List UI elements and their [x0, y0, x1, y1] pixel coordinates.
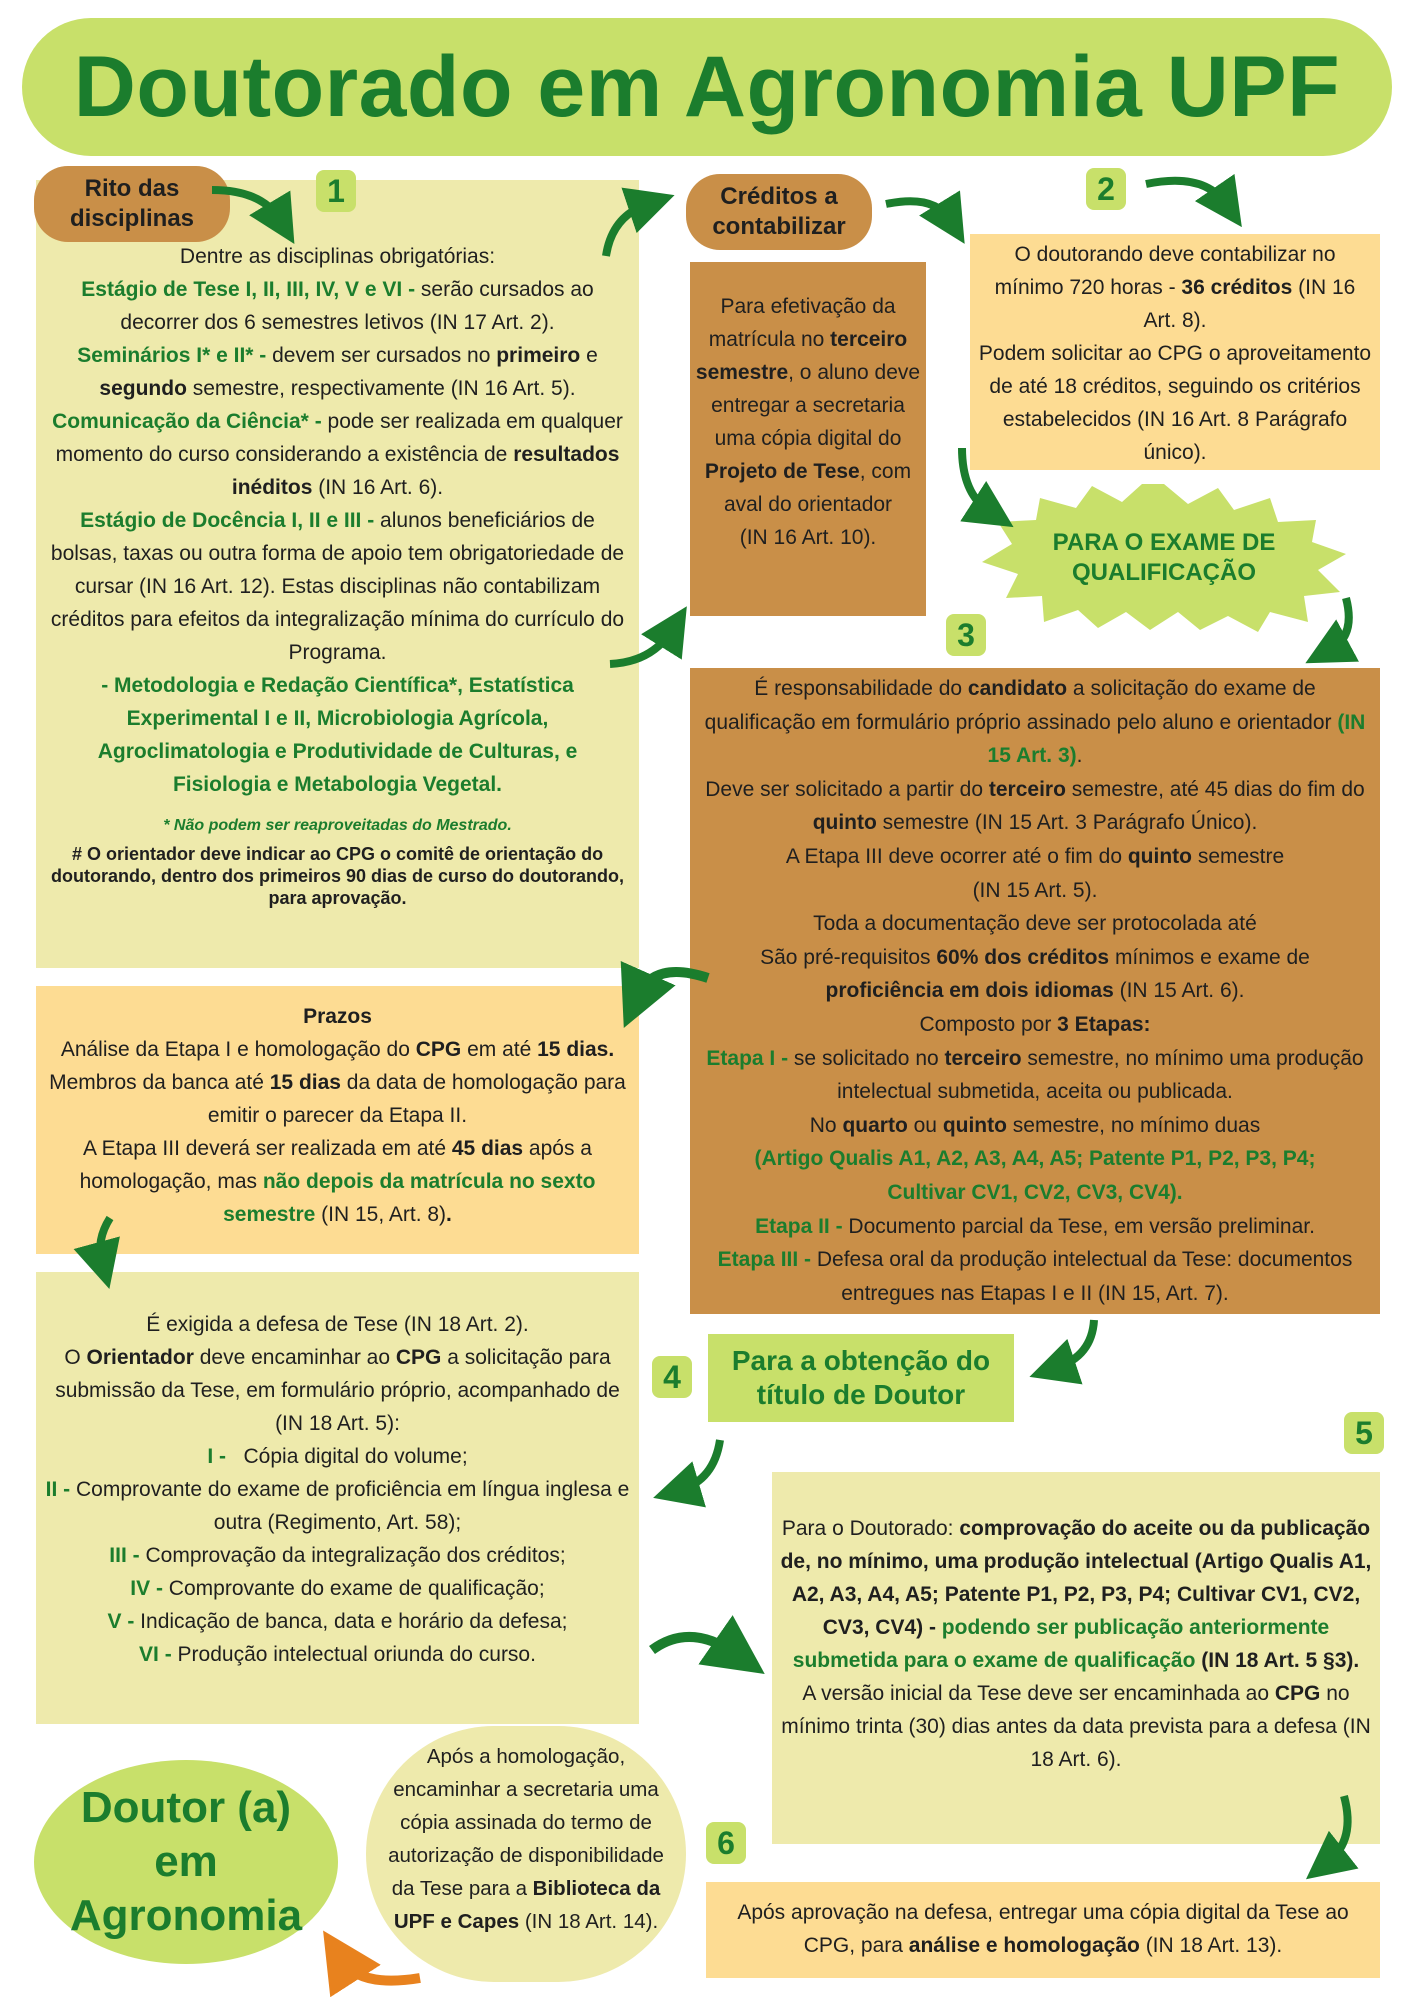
arrow-qualificacao-to-titulo	[1056, 1320, 1094, 1368]
rito-intro: Dentre as disciplinas obrigatórias:	[179, 245, 496, 268]
arrow-panel1-to-matricula	[610, 630, 672, 664]
step-number-2: 2	[1086, 168, 1126, 210]
page-title: Doutorado em Agronomia UPF	[73, 38, 1341, 135]
arrow-rito-to-panel	[212, 190, 280, 220]
defesa-panel: É exigida a defesa de Tese (IN 18 Art. 2). O Orientador deve encaminhar ao CPG a solicitação para submissão da Tese, em formulário próprio, acompanhado de (IN 18 Art. 5): I - Cópia digital do volume; II - Comprovante do exame de proficiência em língua inglesa e outra (Regimento, Art. 58); III - Comprovação da integralização dos créditos; IV - Comprovante do exame de qualificação; V - Indicação de banca, data e horário da defesa; VI - Produção intelectual oriunda do curso.	[36, 1272, 639, 1724]
step-number-4: 4	[652, 1356, 692, 1398]
step-number-5: 5	[1344, 1412, 1384, 1454]
aprovacao-panel: Após aprovação na defesa, entregar uma cópia digital da Tese ao CPG, para análise e homologação (IN 18 Art. 13).	[706, 1882, 1380, 1978]
titulo-label: Para a obtenção do título de Doutor	[708, 1334, 1014, 1422]
qualificacao-panel: É responsabilidade do candidato a solicitação do exame de qualificação em formulário próprio assinado pelo aluno e orientador (IN 15 Art. 3). Deve ser solicitado a partir do terceiro semestre, até 45 dias do fim do quinto semestre (IN 15 Art. 3 Parágrafo Único). A Etapa III deve ocorrer até o fim do quinto semestre (IN 15 Art. 5). Toda a documentação deve ser protocolada até São pré-requisitos 60% dos créditos mínimos e exame de proficiência em dois idiomas (IN 15 Art. 6). Composto por 3 Etapas: Etapa I - se solicitado no terceiro semestre, no mínimo uma produção intelectual submetida, aceita ou publicada. No quarto ou quinto semestre, no mínimo duas (Artigo Qualis A1, A2, A3, A4, A5; Patente P1, P2, P3, P4; Cultivar CV1, CV2, CV3, CV4). Etapa II - Documento parcial da Tese, em versão preliminar. Etapa III - Defesa oral da produção intelectual da Tese: documentos entregues nas Etapas I e II (IN 15, Art. 7).	[690, 668, 1380, 1314]
step-number-3: 3	[946, 614, 986, 656]
doutor-badge: Doutor (a) em Agronomia	[34, 1760, 338, 1964]
creditos-label: Créditos a contabilizar	[686, 174, 872, 250]
publicacao-panel: Para o Doutorado: comprovação do aceite ou da publicação de, no mínimo, uma produção intelectual (Artigo Qualis A1, A2, A3, A4, A5; Patente P1, P2, P3, P4; Cultivar CV1, CV2, CV3, CV4) - podendo ser publicação anteriormente submetida para o exame de qualificação (IN 18 Art. 5 §3). A versão inicial da Tese deve ser encaminhada ao CPG no mínimo trinta (30) dias antes da data prevista para a defesa (IN 18 Art. 6).	[772, 1472, 1380, 1844]
arrow-step2-right	[1146, 181, 1226, 204]
arrow-qualificacao-to-prazos	[638, 972, 708, 996]
matricula-panel: Para efetivação da matrícula no terceiro semestre, o aluno deve entregar a secretaria uma cópia digital do Projeto de Tese, com aval do orientador (IN 16 Art. 10).	[690, 262, 926, 616]
creditos-panel: O doutorando deve contabilizar no mínimo 720 horas - 36 créditos (IN 16 Art. 8). Podem solicitar ao CPG o aproveitamento de até 18 créditos, seguindo os critérios estabelecidos (IN 16 Art. 8 Parágrafo único).	[970, 234, 1380, 470]
arrow-prazos-down	[100, 1218, 110, 1262]
arrow-creditos-to-panel2	[886, 201, 950, 220]
arrow-matricula-to-qualificacao	[962, 448, 990, 512]
prazos-panel: Prazos Análise da Etapa I e homologação do CPG em até 15 dias. Membros da banca até 15 dias da data de homologação para emitir o parecer da Etapa II. A Etapa III deverá ser realizada em até 45 dias após a homologação, mas não depois da matrícula no sexto semestre (IN 15, Art. 8).	[36, 986, 639, 1254]
rito-item-seminarios: Seminários I* e II* - devem ser cursados no primeiro e segundo semestre, respectivamente (IN 16 Art. 5).	[77, 344, 598, 400]
arrow-panel1-to-creditos	[606, 204, 648, 256]
rito-orientador-note: # O orientador deve indicar ao CPG o comitê de orientação do doutorando, dentro dos primeiros 90 dias de curso do doutorando, para aprovação.	[50, 844, 625, 908]
rito-other-disciplines: - Metodologia e Redação Científica*, Estatística Experimental I e II, Microbiologia Agrícola, Agroclimatologia e Produtividade de Culturas, e Fisiologia e Metabologia Vegetal.	[97, 674, 578, 796]
arrow-biblioteca-to-doutor	[342, 1960, 420, 1981]
arrow-publicacao-to-aprovacao	[1328, 1796, 1348, 1862]
rito-footnote: * Não podem ser reaproveitadas do Mestrado.	[163, 817, 512, 834]
biblioteca-oval: Após a homologação, encaminhar a secretaria uma cópia assinada do termo de autorização de disponibilidade da Tese para a Biblioteca da UPF e Capes (IN 18 Art. 14).	[366, 1726, 686, 1982]
arrow-defesa-to-publicacao	[652, 1637, 736, 1654]
rito-item-comunicacao: Comunicação da Ciência* - pode ser realizada em qualquer momento do curso considerando a existência de resultados inéditos (IN 16 Art. 6).	[52, 410, 623, 499]
arrow-qualificacao-down	[1330, 598, 1349, 650]
step-number-1: 1	[316, 170, 356, 212]
prazos-title: Prazos	[303, 1005, 372, 1028]
arrow-titulo-to-defesa	[680, 1440, 720, 1490]
rito-item-docencia: Estágio de Docência I, II e III - alunos beneficiários de bolsas, taxas ou outra forma de apoio tem obrigatoriedade de cursar (IN 16 Art. 12). Estas disciplinas não contabilizam créditos para efeitos da integralização mínima do currículo do Programa.	[50, 509, 625, 664]
rito-label: Rito das disciplinas	[34, 166, 230, 242]
qualificacao-label: PARA O EXAME DE QUALIFICAÇÃO	[1052, 529, 1276, 586]
rito-item-estagio-tese: Estágio de Tese I, II, III, IV, V e VI - serão cursados ao decorrer dos 6 semestres letivos (IN 17 Art. 2).	[81, 278, 594, 334]
step-number-6: 6	[706, 1822, 746, 1864]
